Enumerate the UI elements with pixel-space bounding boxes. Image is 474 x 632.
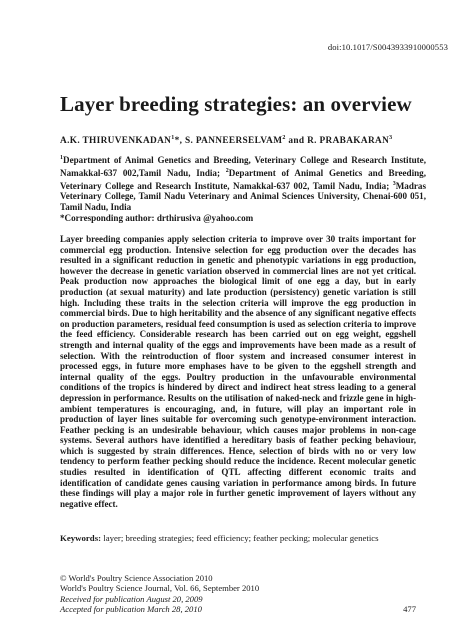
author-affiliation-marker: 3 [389,135,393,141]
abstract: Layer breeding companies apply selection criteria to improve over 30 traits important for commercial egg production. Intensive selection for egg production over the decades has resulted in a significant reduction in genetic and phenotypic variations in egg production, however the decrease in genetic variation observed in commercial lines are not yet critical. Peak production now approaches the biological limit of one egg a day, but in early production (at sexual maturity) and late production (persistency) genetic variation is still high. Including these traits in the selection criteria will improve the egg production in commercial birds. Due to high heritability and the absence of any significant negative effects on production parameters, residual feed consumption is used as selection criteria to improve the feed efficiency. Considerable research has been carried out on egg weight, eggshell strength and internal quality of the eggs and improvements have been made as a result of selection. With the reintroduction of floor system and increased consumer interest in processed eggs, in future more emphases have to be given to the eggshell strength and internal quality of the eggs. Poultry production in the unfavourable environmental conditions of the tropics is hindered by direct and indirect heat stress leading to a general depression in performance. Results on the utilisation of naked-neck and frizzle gene in high-ambient temperatures is encouraging, and, in future, will play an important role in production of layer lines suitable for overcoming such genotype-environment interaction. Feather pecking is an undesirable behaviour, which causes major problems in non-cage systems. Several authors have identified a hereditary basis of feather pecking behaviour, which is suggested by strain differences. Hence, selection of birds with no or very low tendency to perform feather pecking should reduce the incidence. Recent molecular genetic studies resulted in identification of QTL affecting different economic traits and identification of candidate genes causing variation in performance among birds. In future these findings will play a major role in further genetic improvement of layers without any negative effect. [60,234,416,509]
publication-footer [60,573,360,615]
affiliations [60,153,426,224]
keywords [60,533,416,544]
keywords-text: layer; breeding strategies; feed efficiency; feather pecking; molecular genetics [103,533,379,543]
author-affiliation-marker: 2 [282,135,286,141]
received-date: Received for publication August 20, 2009 [60,593,203,604]
author-name: S. PANNEERSELVAM [184,136,283,147]
affiliation-paragraph [60,153,426,213]
article-title: Layer breeding strategies: an overview [60,92,412,116]
corresponding-author: *Corresponding author: drthirusiva @yahoo.com [60,213,254,224]
author-name: A.K. THIRUVENKADAN [60,136,172,147]
affiliation-text: Department of Animal Genetics and Breeding, Veterinary College and Research Institute, Namakkal-637 002,Tamil Nadu, India; [60,155,426,178]
affiliation-marker: 3 [392,180,396,187]
keywords-label: Keywords: [60,533,102,543]
author-name: R. PRABAKARAN [307,136,390,147]
author-separator: and [285,136,308,147]
affiliation-text: Madras Veterinary College, Tamil Nadu Veterinary and Animal Sciences University, Chenai-600 051, Tamil Nadu, India [60,180,426,213]
affiliation-text: Department of Animal Genetics and Breeding, Veterinary College and Research Institute, Namakkal-637 002, Tamil Nadu, India; [60,167,426,191]
affiliation-marker: 2 [225,167,229,174]
accepted-date: Accepted for publication March 28, 2010 [60,604,202,615]
copyright-line: © World's Poultry Science Association 2010 [60,573,213,583]
affiliation-marker: 1 [60,155,63,161]
author-affiliation-marker: 1 [171,135,175,141]
journal-line: World's Poultry Science Journal, Vol. 66, September 2010 [60,583,260,594]
author-list [60,135,440,146]
author-separator: , [179,136,185,147]
doi-reference: doi:10.1017/S0043933910000553 [327,42,448,52]
corresponding-marker: * [174,136,180,147]
page-number: 477 [403,604,416,614]
